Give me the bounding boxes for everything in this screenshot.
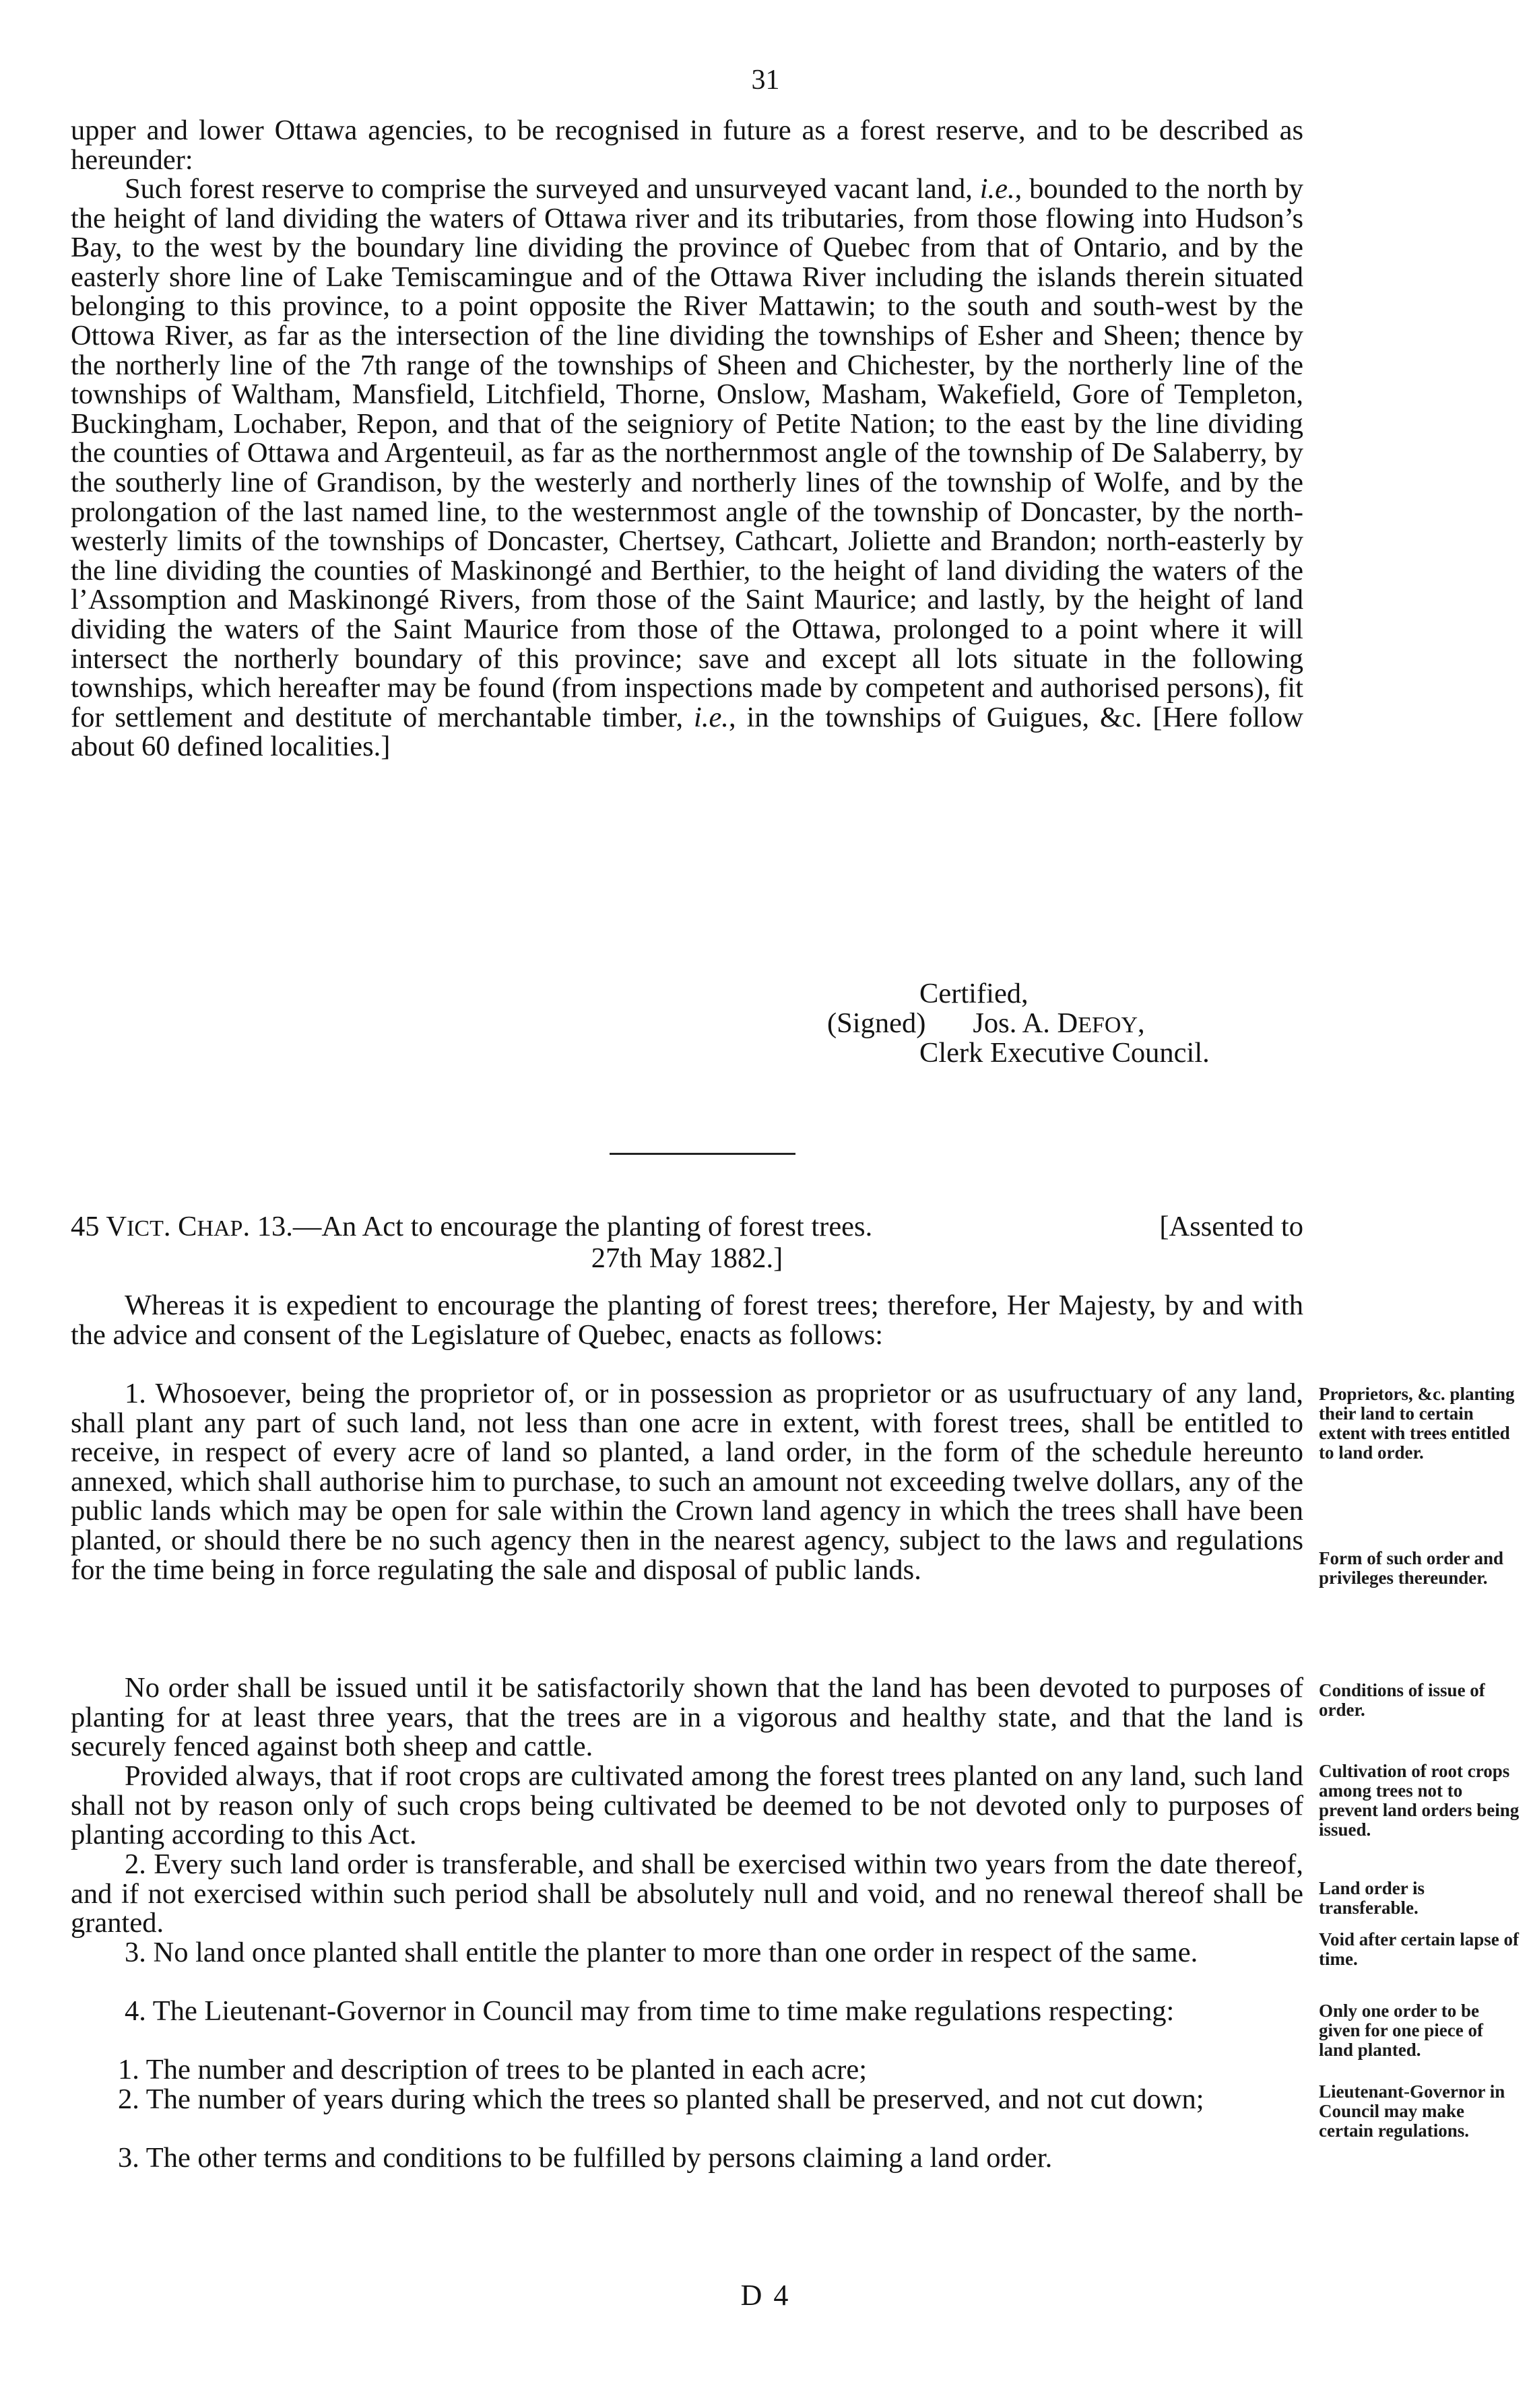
assent-bracket-start: [Assented to bbox=[1159, 1211, 1303, 1242]
reserve-intro-paragraph: upper and lower Ottawa agencies, to be recognised in future as a forest reserve, and to be described as hereunder: bbox=[71, 114, 1303, 176]
section-1-conditions: No order shall be issued until it be satisfactorily shown that the land has been devoted to purposes of planting for at least three years, that the trees are in a vigorous and healthy state, and that the land is securely fenced against both sheep and cattle. bbox=[71, 1672, 1303, 1763]
section-1: 1. Whosoever, being the proprietor of, or in possession as proprietor or as usufructuary of any land, shall plant any part of such land, not less than one acre in extent, with forest trees, shall be entitled to receive, in respect of every acre of land so planted, a land order, in the form of the schedule hereunto annexed, which shall authorise him to purchase, to such an amount not exceeding twelve dollars, any of the public lands which may be open for sale within the Crown land agency in which the trees shall have been planted, or should there be no such agency then in the nearest agency, subject to the laws and regulations for the time being in force regulating the sale and disposal of public lands. bbox=[71, 1378, 1303, 1586]
act-heading bbox=[71, 1212, 1303, 1273]
margin-note-conditions: Conditions of issue of order. bbox=[1319, 1680, 1485, 1720]
margin-note-proprietors: Proprietors, &c. planting their land to certain extent with trees entitled to land order. bbox=[1319, 1384, 1515, 1463]
margin-note-lieutenant-governor: Lieutenant-Governor in Council may make certain regulations. bbox=[1319, 2081, 1505, 2141]
section-2: 2. Every such land order is transferable, and shall be exercised within two years from the date thereof, and if not exercised within such period shall be absolutely null and void, and no renewal thereof shall be granted. bbox=[71, 1848, 1303, 1939]
margin-note-transferable: Land order is transferable. bbox=[1319, 1878, 1425, 1918]
page-number: 31 bbox=[751, 65, 780, 96]
signature-line: (Signed) Jos. A. DEFOY, bbox=[827, 1007, 1145, 1039]
margin-note-only-one-order: Only one order to be given for one piece of land planted. bbox=[1319, 2001, 1483, 2060]
signature-mark: D 4 bbox=[740, 2279, 791, 2312]
section-4: 4. The Lieutenant-Governor in Council may from time to time make regulations respecting: bbox=[125, 1995, 1175, 2027]
reserve-boundaries-paragraph: Such forest reserve to comprise the surveyed and unsurveyed vacant land, i.e., bounded to the north by the height of land dividing the waters of Ottawa river and its tributaries, from those flowing into Hudson’s Bay, to the west by the boundary line dividing the province of Quebec from that of Ontario, and by the easterly shore line of Lake Temiscamingue and of the Ottawa River including the islands therein situated belonging to this province, to a point opposite the River Mattawin; to the south and south-west by the Ottowa River, as far as the intersection of the line dividing the townships of Esher and Sheen; thence by the northerly line of the 7th range of the townships of Sheen and Chichester, by the northerly line of the townships of Waltham, Mansfield, Litchfield, Thorne, Onslow, Masham, Wakefield, Gore of Templeton, Buckingham, Lochaber, Repon, and that of the seigniory of Petite Nation; to the east by the line dividing the counties of Ottawa and Argenteuil, as far as the northernmost angle of the township of De Salaberry, by the southerly line of Grandison, by the westerly and northerly lines of the township of Wolfe, and by the prolongation of the last named line, to the westernmost angle of the township of Doncaster, by the north-westerly limits of the townships of Doncaster, Chertsey, Cathcart, Joliette and Brandon; north-easterly by the line dividing the counties of Maskinongé and Berthier, to the height of land dividing the waters of the l’Assomption and Maskinongé Rivers, from those of the Saint Maurice; and lastly, by the height of land dividing the waters of the Saint Maurice from those of the Ottawa, prolonged to a point where it will intersect the northerly boundary of this province; save and except all lots situate in the following townships, which hereafter may be found (from inspections made by competent and authorised persons), fit for settlement and destitute of merchantable timber, i.e., in the townships of Guigues, &c. [Here follow about 60 defined localities.] bbox=[71, 173, 1303, 763]
margin-note-void: Void after certain lapse of time. bbox=[1319, 1929, 1519, 1969]
signer-name: Jos. A. DEFOY, bbox=[973, 1007, 1145, 1039]
regulation-item-1: 1. The number and description of trees to be planted in each acre; bbox=[118, 2054, 868, 2085]
section-1-proviso: Provided always, that if root crops are cultivated among the forest trees planted on any land, such land shall not by reason only of such crops being cultivated be deemed to be not devoted only to purposes of planting according to this Act. bbox=[71, 1760, 1303, 1851]
section-divider bbox=[610, 1153, 795, 1155]
regulation-item-3: 3. The other terms and conditions to be fulfilled by persons claiming a land order. bbox=[118, 2142, 1053, 2174]
regulation-item-2: 2. The number of years during which the trees so planted shall be preserved, and not cut down; bbox=[118, 2083, 1204, 2115]
clerk-title: Clerk Executive Council. bbox=[919, 1037, 1210, 1069]
section-3: 3. No land once planted shall entitle the planter to more than one order in respect of the same. bbox=[125, 1937, 1198, 1968]
margin-note-cultivation: Cultivation of root crops among trees not to prevent land orders being issued. bbox=[1319, 1761, 1520, 1840]
certified-label: Certified, bbox=[919, 978, 1029, 1009]
margin-note-form-of-order: Form of such order and privileges thereunder. bbox=[1319, 1548, 1503, 1588]
assent-date: 27th May 1882.] bbox=[591, 1242, 783, 1274]
act-title: 45 VICT. CHAP. 13.—An Act to encourage the planting of forest trees. bbox=[71, 1211, 873, 1242]
preamble: Whereas it is expedient to encourage the planting of forest trees; therefore, Her Majesty, by and with the advice and consent of the Legislature of Quebec, enacts as follows: bbox=[71, 1290, 1303, 1351]
